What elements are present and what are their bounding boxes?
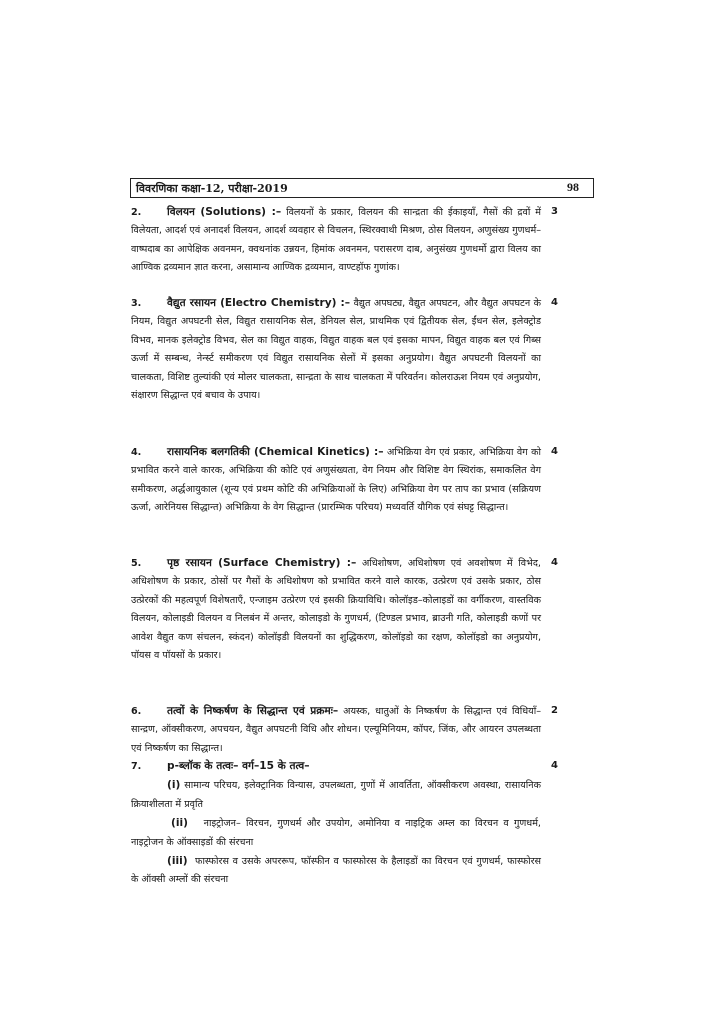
page-number: 98 [567,180,579,194]
section-surface-chemistry [131,554,541,665]
section-body: विलयनों के प्रकार, विलयन की सान्द्रता की ईकाइयाँ, गैसों की द्रवों में विलेयता, आदर्श एवं अनादर्श विलयन, आदर्श व्यवहार से विचलन, स्थिरक्वाथी मिश्रण, ठोस विलयन, अणुसंख्य गुणधर्म–वाष्पदाब का आपेक्षिक अवनमन, क्वथनांक उन्नयन, हिमांक अवनमन, परासरण दाब, अनुसंख्य गुणधर्मो द्वारा विलय का आण्विक द्रव्यमान ज्ञात करना, असामान्य आण्विक द्रव्यमान, वाण्टहॉफ गुणांक। [131,207,541,274]
section-body: अधिशोषण, अधिशोषण एवं अवशोषण में विभेद, अधिशोषण के प्रकार, ठोसों पर गैसों के अधिशोषण को प्रभावित करने वाले कारक, उत्प्रेरण एवं उसके प्रकार, ठोस उत्प्रेरकों की महत्वपूर्ण विशेषताएँ, एन्जाइम उत्प्रेरण एवं इसकी क्रियाविधि। कोलॉइड–कोलाइडों का वर्गीकरण, वास्तविक विलयन, कोलाइडी विलयन व निलबंन में अन्तर, कोलाइडो के गुणधर्म, (टिण्डल प्रभाव, ब्राउनी गति, कोलाइडी कणों पर आवेश वैद्युत कण संचलन, स्कंदन) कोलॉइडी विलयनों का शुद्धिकरण, कोलॉइडो का रक्षण, कोलॉइडो का अनुप्रयोग, पॉयस व पॉयसों के प्रकार। [131,558,541,662]
subitem-text: सामान्य परिचय, इलेक्ट्रानिक विन्यास, उपलब्धता, गुणों में आवर्तिता, ऑक्सीकरण अवस्था, रासायनिक क्रियाशीलता में प्रवृति [131,780,541,810]
subitem-label: (i) [167,779,181,792]
section-number: 3. [131,298,142,309]
section-marks: 2 [551,705,558,716]
section-marks: 4 [551,446,558,457]
section-body: वैद्युत अपघट्य, वैद्युत अपघटन, और वैद्युत अपघटन के नियम, विद्युत अपघटनी सेल, विद्युत रासायनिक सेल, डेनियल सेल, प्राथमिक एवं द्वितीयक सेल, ईंधन सेल, इलेक्ट्रोड विभव, मानक इलेक्ट्रोड विभव, सेल का विद्युत वाहक, विद्युत वाहक बल एवं इसका मापन, विद्युत वाहक बल एवं गिब्स ऊर्जा में सम्बन्ध, नेर्न्स्ट समीकरण एवं विद्युत रासायनिक सेलों में इसका अनुप्रयोग। वैद्युत अपघटनी विलयनों का चालकता, विशिष्ट तुल्यांकी एवं मोलर चालकता, सान्द्रता के साथ चालकता में परिवर्तन। कोलराऊश नियम एवं अनुप्रयोग, संक्षारण सिद्धान्त एवं बचाव के उपाय। [131,298,542,402]
section-title: तत्वों के निष्कर्षण के सिद्धान्त एवं प्रक्रमः– [167,705,339,717]
subitem [131,852,541,890]
subitem-text: फास्फोरस व उसके अपररूप, फॉस्फीन व फास्फोरस के हैलाइडों का विरचन एवं गुणधर्म, फास्फोरस के ऑक्सी अम्लों की संरचना [131,856,541,886]
section-title: पृष्ठ रसायन (Surface Chemistry) :– [167,557,357,569]
section-solutions [131,203,541,278]
section-body: अभिक्रिया वेग एवं प्रकार, अभिक्रिया वेग को प्रभावित करने वाले कारक, अभिक्रिया की कोटि एवं अणुसंख्यता, वेग नियम और विशिष्ट वेग स्थिरांक, समाकलित वेग समीकरण, अर्द्धआयुकाल (शून्य एवं प्रथम कोटि की अभिक्रियाओं के लिए) अभिक्रिया वेग पर ताप का प्रभाव (सक्रियण ऊर्जा, आरेनियस सिद्धान्त) अभिक्रिया के वेग सिद्धान्त (प्रारम्भिक परिचय) मध्यवर्ति यौगिक एवं संघट्ट सिद्धान्त। [131,447,541,514]
section-title: रासायनिक बलगतिकी (Chemical Kinetics) :– [167,446,384,458]
subitem-text: नाइट्रोजन– विरचन, गुणधर्म और उपयोग, अमोनिया व नाइट्रिक अम्ल का विरचन व गुणधर्म, नाइट्रोजन के ऑक्साइडों की संरचना [131,818,541,848]
section-extraction [131,702,541,758]
section-body: अयस्क, धातुओं के निष्कर्षण के सिद्धान्त एवं विधियाँ– सान्द्रण, ऑक्सीकरण, अपचयन, वैद्युत अपघटनी विधि और शोधन। एल्यूमिनियम, कॉपर, जिंक, और आयरन उपलब्धता एवं निष्कर्षण का सिद्धान्त। [131,706,542,754]
section-p-block [131,757,541,890]
section-title: p-ब्लॉक के तत्वः– वर्ग–15 के तत्व– [167,760,310,772]
section-number: 2. [131,207,142,218]
subitem-label: (ii) [171,817,188,830]
section-marks: 3 [551,206,558,217]
subitem [131,776,541,814]
section-chemical-kinetics [131,443,541,518]
page-header [130,178,594,198]
section-marks: 4 [551,760,558,771]
subitem [131,814,541,852]
section-marks: 4 [551,297,558,308]
section-number: 5. [131,558,142,569]
section-marks: 4 [551,557,558,568]
section-number: 4. [131,447,142,458]
subitem-label: (iii) [167,855,188,868]
header-title: विवरणिका कक्षा-12, परीक्षा-2019 [136,182,288,195]
section-number: 6. [131,706,142,717]
section-number: 7. [131,761,142,772]
section-title: विलयन (Solutions) :– [167,206,282,218]
section-title: वैद्युत रसायन (Electro Chemistry) :– [167,297,351,309]
section-electro-chemistry [131,294,541,405]
